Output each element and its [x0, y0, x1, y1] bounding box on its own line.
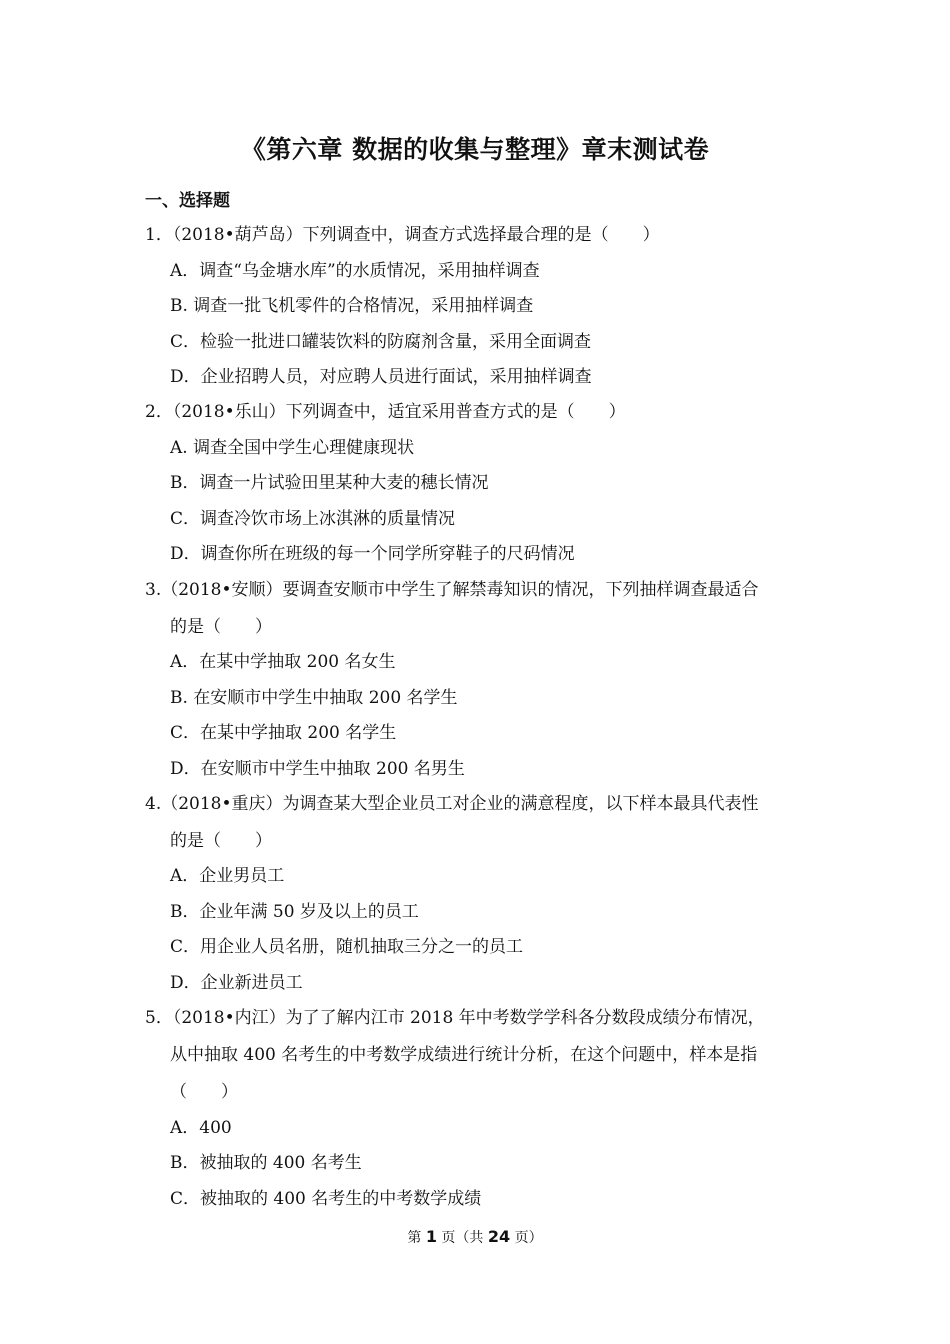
question-5-stem-line-2: 从中抽取 400 名考生的中考数学成绩进行统计分析，在这个问题中，样本是指 [170, 1045, 758, 1065]
footer-prefix: 第 [407, 1230, 426, 1246]
question-5-option-b: B．被抽取的 400 名考生 [170, 1153, 362, 1173]
question-2-option-a: A. 调查全国中学生心理健康现状 [170, 438, 415, 458]
question-5-option-c: C．被抽取的 400 名考生的中考数学成绩 [170, 1189, 482, 1209]
question-3-stem-line-1: 3.（2018•安顺）要调查安顺市中学生了解禁毒知识的情况，下列抽样调查最适合 [145, 580, 759, 600]
footer-page-number: 1 [425, 1227, 437, 1246]
question-3-option-d: D．在安顺市中学生中抽取 200 名男生 [170, 759, 465, 779]
question-2-option-d: D．调查你所在班级的每一个同学所穿鞋子的尺码情况 [170, 544, 575, 564]
question-5-stem-line-3: （ ） [170, 1082, 238, 1102]
question-4-option-a: A．企业男员工 [170, 866, 285, 886]
question-3-option-c: C．在某中学抽取 200 名学生 [170, 723, 397, 743]
question-5-option-a: A．400 [170, 1118, 232, 1138]
question-4-stem-line-2: 的是（ ） [170, 831, 272, 851]
question-4-stem-line-1: 4.（2018•重庆）为调查某大型企业员工对企业的满意程度，以下样本最具代表性 [145, 794, 759, 814]
page-footer [0, 1226, 950, 1249]
question-2-stem: 2．（2018•乐山）下列调查中，适宜采用普查方式的是（ ） [145, 402, 626, 422]
footer-suffix: 页） [510, 1230, 543, 1246]
question-4-option-c: C．用企业人员名册，随机抽取三分之一的员工 [170, 937, 524, 957]
question-5-stem-line-1: 5．（2018•内江）为了了解内江市 2018 年中考数学学科各分数段成绩分布情况， [145, 1008, 765, 1028]
question-1-option-a: A．调查“乌金塘水库”的水质情况，采用抽样调查 [170, 261, 540, 281]
question-3-option-b: B. 在安顺市中学生中抽取 200 名学生 [170, 688, 458, 708]
question-1-option-c: C．检验一批进口罐装饮料的防腐剂含量，采用全面调查 [170, 332, 592, 352]
question-2-option-b: B．调查一片试验田里某种大麦的穗长情况 [170, 473, 489, 493]
section-heading: 一、选择题 [145, 191, 230, 211]
question-1-option-b: B. 调查一批飞机零件的合格情况，采用抽样调查 [170, 296, 534, 316]
question-3-option-a: A．在某中学抽取 200 名女生 [170, 652, 396, 672]
question-2-option-c: C．调查冷饮市场上冰淇淋的质量情况 [170, 509, 456, 529]
question-4-option-d: D．企业新进员工 [170, 973, 303, 993]
question-1-stem: 1．（2018•葫芦岛）下列调查中，调查方式选择最合理的是（ ） [145, 225, 660, 245]
question-3-stem-line-2: 的是（ ） [170, 617, 272, 637]
page-title: 《第六章 数据的收集与整理》章末测试卷 [240, 135, 710, 164]
footer-middle: 页（共 [436, 1230, 488, 1246]
question-4-option-b: B．企业年满 50 岁及以上的员工 [170, 902, 419, 922]
footer-total-pages: 24 [487, 1227, 511, 1246]
question-1-option-d: D．企业招聘人员，对应聘人员进行面试，采用抽样调查 [170, 367, 592, 387]
